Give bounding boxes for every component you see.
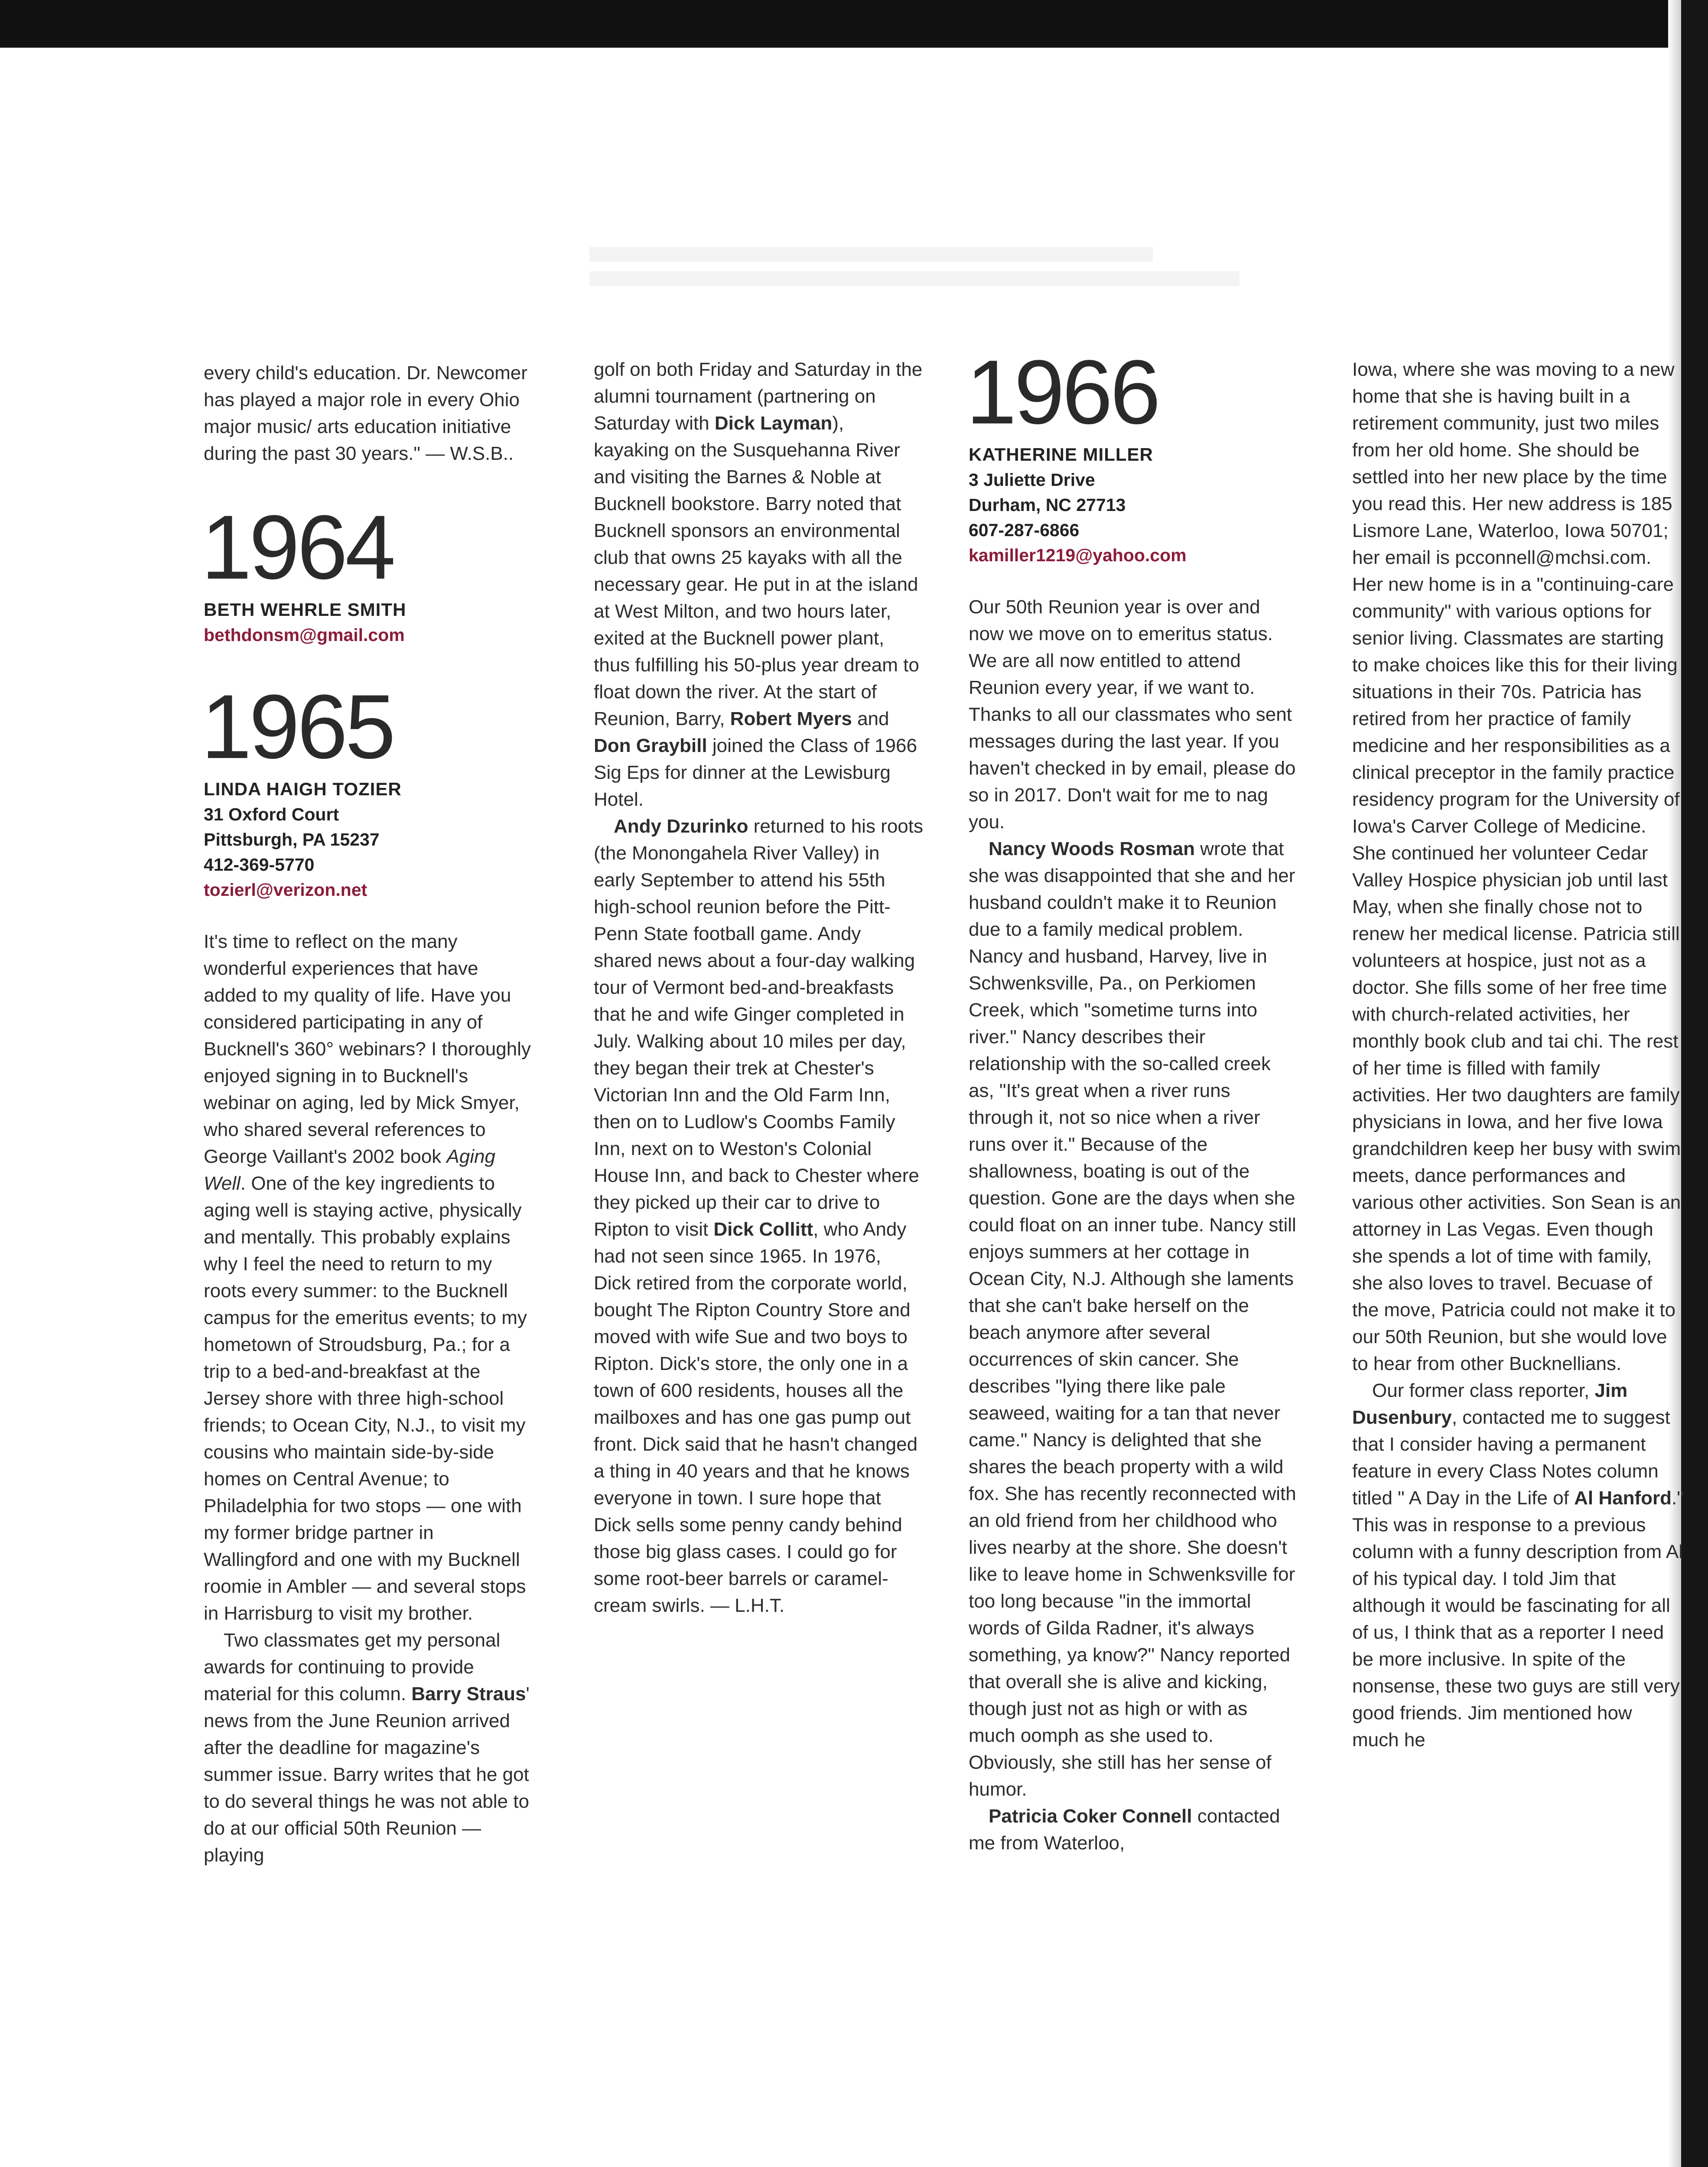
classmate-name: Nancy Woods Rosman: [989, 838, 1195, 859]
paragraph: Nancy Woods Rosman wrote that she was disappointed that she and her husband couldn't make it to Reunion due to a family medical problem. Nancy and husband, Harvey, live in Schwenksville, Pa., on Perkiomen Creek, which "sometime turns into river." Nancy describes their relationship with the so-called creek as, "It's great when a river runs through it, not so nice when a river runs over it." Because of the shallowness, boating is out of the question. Gone are the days when she could float on an inner tube. Nancy still enjoys summers at her cottage in Ocean City, N.J. Although she laments that she can't bake herself on the beach anymore after several occurrences of skin cancer. She describes "lying there like pale seaweed, waiting for a tan that never came." Nancy is delighted that she shares the beach property with a wild fox. She has recently reconnected with an old friend from her childhood who lives nearby at the shore. She doesn't like to leave home in Schwenksville for too long because "in the immortal words of Gilda Radner, it's always something, ya know?" Nancy reported that overall she is alive and kicking, though just not as high or with as much oomph as she used to. Obviously, she still has her sense of humor.: [969, 838, 1296, 1800]
class-year-1964: 1964: [201, 496, 394, 598]
paragraph: It's time to reflect on the many wonderful experiences that have added to my quality of life. Have you considered participating in any of Bucknell's 360° webinars? I thoroughly enjoyed signing in to Bucknell's webinar on aging, led by Mick Smyer, who shared several references to George Vaillant's 2002 book Aging Well. One of the key ingredients to aging well is staying active, physically and mentally. This probably explains why I feel the need to return to my roots every summer: to the Bucknell campus for the emeritus events; to my hometown of Stroudsburg, Pa.; for a trip to a bed-and-breakfast at the Jersey shore with three high-school friends; to Ocean City, N.J., to visit my cousins who maintain side-by-side homes on Central Avenue; to Philadelphia for two stops — one with my former bridge partner in Wallingford and one with my Bucknell roomie in Ambler — and several stops in Harrisburg to visit my brother.: [204, 931, 531, 1624]
classmate-name: Barry Straus: [411, 1683, 526, 1705]
scan-right-border: [1681, 0, 1708, 2167]
column-4: [1352, 356, 1684, 1754]
class-reporter-address-line2: Pittsburgh, PA 15237: [204, 830, 380, 849]
class-reporter-email[interactable]: bethdonsm@gmail.com: [204, 625, 405, 645]
class-reporter-email[interactable]: tozierl@verizon.net: [204, 880, 368, 900]
class-reporter-name: BETH WEHRLE SMITH: [204, 599, 407, 620]
classmate-name: Patricia Coker Connell: [989, 1806, 1192, 1827]
paragraph: Iowa, where she was moving to a new home that she is having built in a retirement community, just two miles from her old home. She should be settled into her new place by the time you read this. Her new address is 185 Lismore Lane, Waterloo, Iowa 50701; her email is pcconnell@mchsi.com. Her new home is in a "continuing-care community" with various options for senior living. Classmates are starting to make choices like this for their living situations in their 70s. Patricia has retired from her practice of family medicine and her responsibilities as a clinical preceptor in the family practice residency program for the University of Iowa's Carver College of Medicine. She continued her volunteer Cedar Valley Hospice physician job until last May, when she finally chose not to renew her medical license. Patricia still volunteers at hospice, just not as a doctor. She fills some of her free time with church-related activities, her monthly book club and tai chi. The rest of her time is filled with family activities. Her two daughters are family physicians in Iowa, and her five Iowa grandchildren keep her busy with swim meets, dance performances and various other activities. Son Sean is an attorney in Las Vegas. Even though she spends a lot of time with family, she also loves to travel. Becuase of the move, Patricia could not make it to our 50th Reunion, but she would love to hear from other Bucknellians.: [1352, 359, 1681, 1374]
class-reporter-address-line1: 31 Oxford Court: [204, 804, 339, 824]
classmate-name: Jim Dusenbury: [1352, 1380, 1628, 1428]
class-reporter-name: KATHERINE MILLER: [969, 444, 1153, 465]
class-1965-header: [201, 676, 533, 902]
class-reporter-address-line1: 3 Juliette Drive: [969, 470, 1095, 490]
class-reporter-email[interactable]: kamiller1219@yahoo.com: [969, 545, 1187, 565]
column-3: [966, 341, 1298, 1857]
class-reporter-name: LINDA HAIGH TOZIER: [204, 779, 402, 799]
class-1966-header: [966, 341, 1298, 568]
paragraph: Our former class reporter, Jim Dusenbury, contacted me to suggest that I consider having a permanent feature in every Class Notes column titled " A Day in the Life of Al Hanford." This was in response to a previous column with a funny description from Al of his typical day. I told Jim that although it would be fascinating for all of us, I think that as a reporter I need be more inclusive. In spite of the nonsense, these two guys are still very good friends. Jim mentioned how much he: [1352, 1380, 1684, 1751]
book-title: Aging Well: [204, 1146, 495, 1194]
class-1964-header: [201, 496, 533, 647]
class-year-1966: 1966: [966, 341, 1158, 443]
classmate-name: Robert Myers: [730, 708, 852, 729]
classmate-name: Andy Dzurinko: [614, 816, 748, 837]
bleed-through-ghost: [589, 247, 1240, 299]
classmate-name: Dick Collitt: [713, 1219, 813, 1240]
column-2: [594, 356, 923, 1619]
classmate-name: Al Hanford: [1574, 1487, 1672, 1509]
scan-top-border: [0, 0, 1708, 48]
column-1: [201, 360, 533, 1869]
class-year-1965: 1965: [201, 676, 394, 778]
paragraph: every child's education. Dr. Newcomer has played a major role in every Ohio major music/ arts education initiative during the past 30 years." — W.S.B..: [204, 362, 527, 464]
paragraph: golf on both Friday and Saturday in the alumni tournament (partnering on Saturday with Dick Layman), kayaking on the Susquehanna River and visiting the Barnes & Noble at Bucknell bookstore. Barry noted that Bucknell sponsors an environmental club that owns 25 kayaks with all the necessary gear. He put in at the island at West Milton, and two hours later, exited at the Bucknell power plant, thus fulfilling his 50-plus year dream to float down the river. At the start of Reunion, Barry, Robert Myers and Don Graybill joined the Class of 1966 Sig Eps for dinner at the Lewisburg Hotel.: [594, 359, 923, 810]
class-reporter-address-line2: Durham, NC 27713: [969, 495, 1126, 515]
classmate-name: Dick Layman: [714, 413, 833, 434]
paragraph: Andy Dzurinko returned to his roots (the Monongahela River Valley) in early September to attend his 55th high-school reunion before the Pitt-Penn State football game. Andy shared news about a four-day walking tour of Vermont bed-and-breakfasts that he and wife Ginger completed in July. Walking about 10 miles per day, they began their trek at Chester's Victorian Inn and the Old Farm Inn, then on to Ludlow's Coombs Family Inn, next on to Weston's Colonial House Inn, and back to Chester where they picked up their car to drive to Ripton to visit Dick Collitt, who Andy had not seen since 1965. In 1976, Dick retired from the corporate world, bought The Ripton Country Store and moved with wife Sue and two boys to Ripton. Dick's store, the only one in a town of 600 residents, houses all the mailboxes and has one gas pump out front. Dick said that he hasn't changed a thing in 40 years and that he knows everyone in town. I sure hope that Dick sells some penny candy behind those big glass cases. I could go for some root-beer barrels or caramel-cream swirls. — L.H.T.: [594, 816, 923, 1616]
paragraph: Our 50th Reunion year is over and now we move on to emeritus status. We are all now entitled to attend Reunion every year, if we want to. Thanks to all our classmates who sent messages during the last year. If you haven't checked in by email, please do so in 2017. Don't wait for me to nag you.: [969, 596, 1296, 833]
paragraph: Patricia Coker Connell contacted me from Waterloo,: [969, 1806, 1280, 1854]
class-reporter-phone: 607-287-6866: [969, 520, 1080, 540]
classmate-name: Don Graybill: [594, 735, 707, 756]
class-reporter-phone: 412-369-5770: [204, 855, 315, 875]
paragraph: Two classmates get my personal awards for continuing to provide material for this column. Barry Straus' news from the June Reunion arrived after the deadline for magazine's summer issue. Barry writes that he got to do several things he was not able to do at our official 50th Reunion — playing: [204, 1630, 530, 1866]
